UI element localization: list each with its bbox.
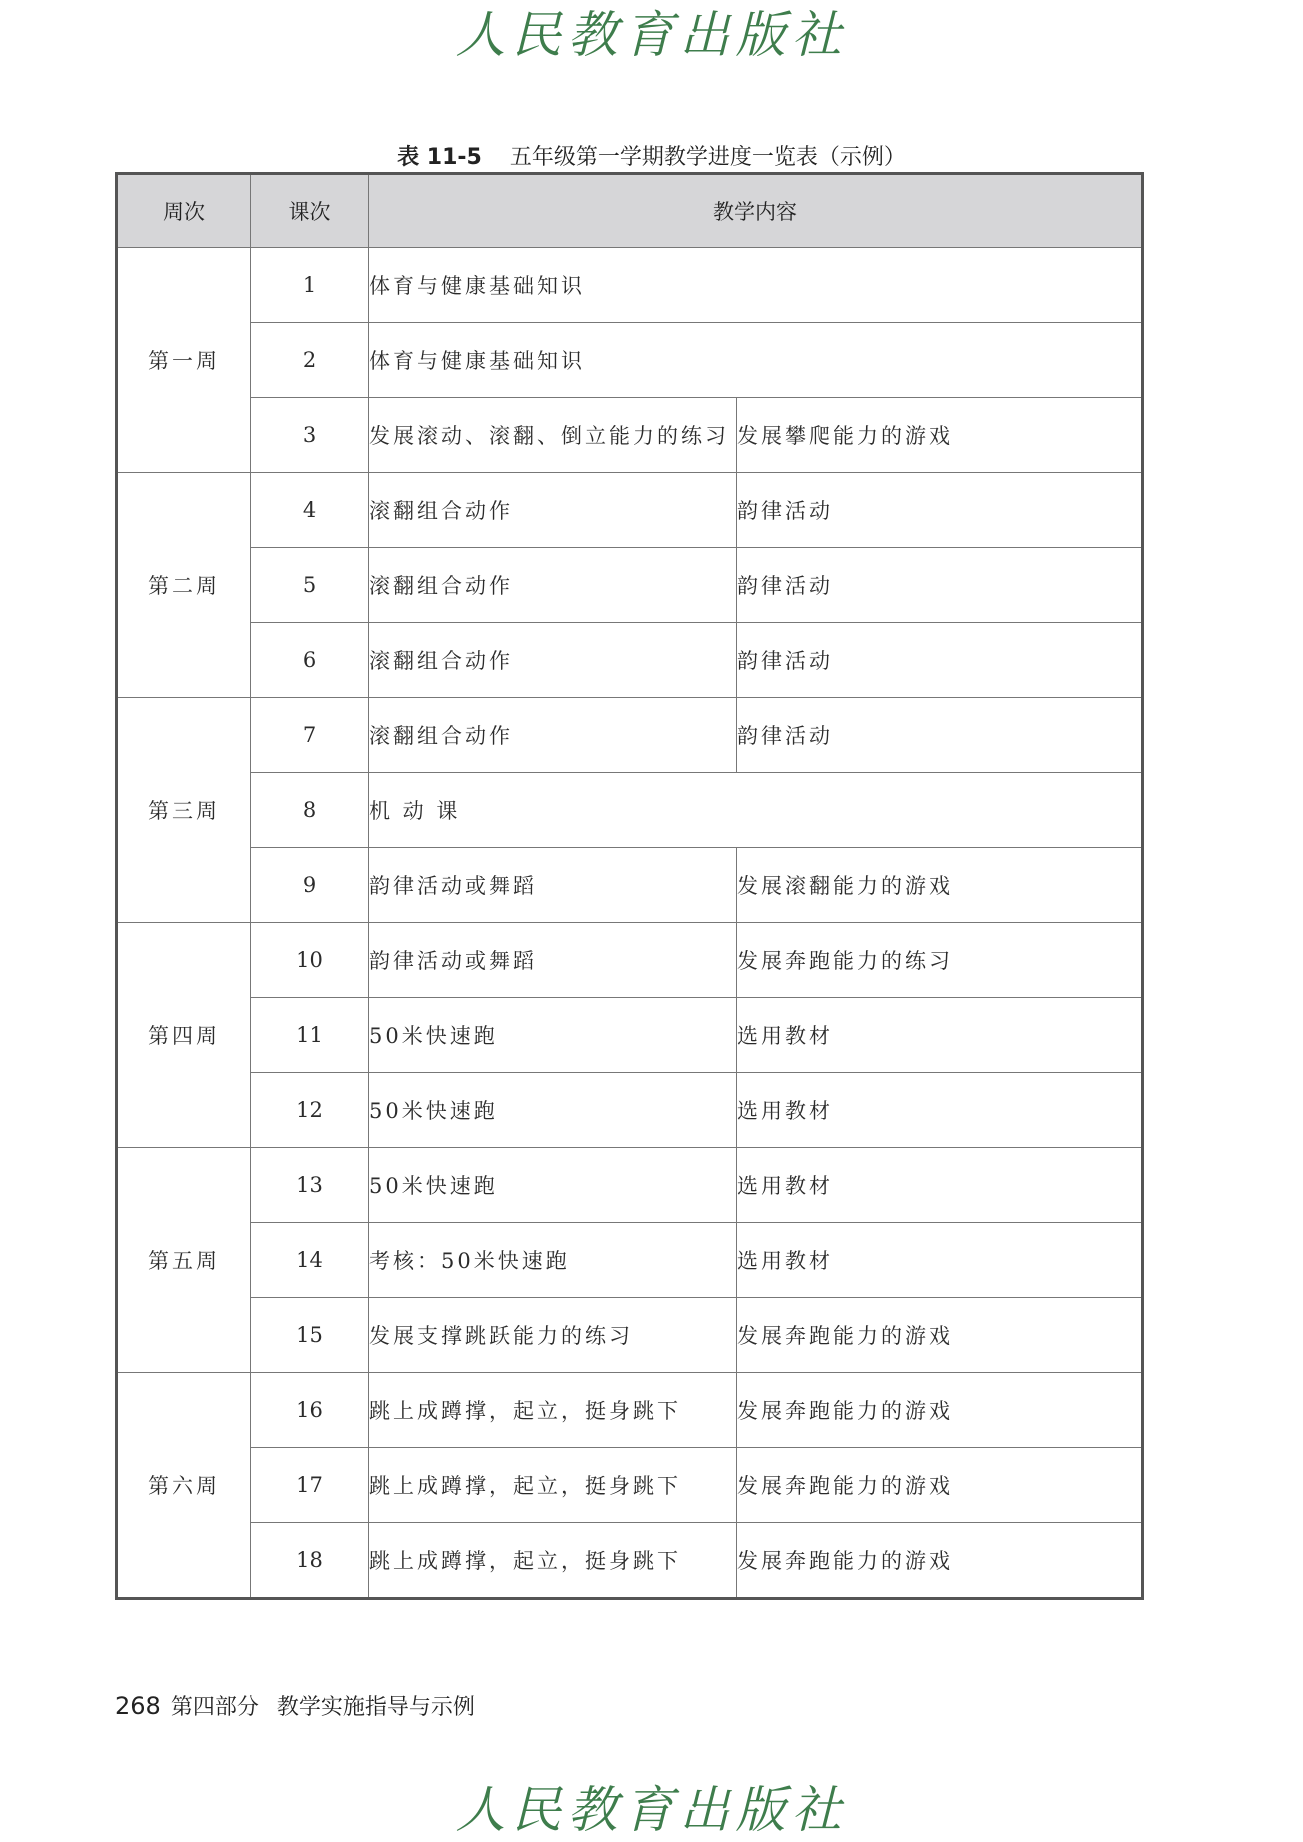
content-cell-primary: 韵律活动或舞蹈 [369, 923, 737, 998]
lesson-number-cell: 15 [251, 1298, 369, 1373]
table-header-row [117, 174, 1143, 248]
content-cell-primary: 考核：50米快速跑 [369, 1223, 737, 1298]
table-row [117, 473, 1143, 548]
content-cell-primary: 滚翻组合动作 [369, 698, 737, 773]
table-title: 五年级第一学期教学进度一览表（示例） [509, 145, 906, 170]
table-row [117, 323, 1143, 398]
content-cell-secondary: 韵律活动 [737, 623, 1143, 698]
lesson-number-cell: 18 [251, 1523, 369, 1599]
content-cell-primary: 滚翻组合动作 [369, 623, 737, 698]
content-cell-primary: 滚翻组合动作 [369, 473, 737, 548]
content-cell-primary: 体育与健康基础知识 [369, 323, 1143, 398]
lesson-number-cell: 2 [251, 323, 369, 398]
header-week: 周次 [117, 174, 251, 248]
lesson-number-cell: 14 [251, 1223, 369, 1298]
table-body [117, 248, 1143, 1599]
content-cell-primary: 50米快速跑 [369, 998, 737, 1073]
footer-chapter: 教学实施指导与示例 [276, 1695, 475, 1720]
week-cell: 第四周 [117, 923, 251, 1148]
content-cell-secondary: 发展奔跑能力的练习 [737, 923, 1143, 998]
lesson-number-cell: 8 [251, 773, 369, 848]
teaching-progress-table [115, 172, 1144, 1600]
content-cell-secondary: 发展攀爬能力的游戏 [737, 398, 1143, 473]
lesson-number-cell: 6 [251, 623, 369, 698]
content-cell-primary: 机 动 课 [369, 773, 1143, 848]
lesson-number-cell: 16 [251, 1373, 369, 1448]
lesson-number-cell: 7 [251, 698, 369, 773]
lesson-number-cell: 1 [251, 248, 369, 323]
content-cell-secondary: 韵律活动 [737, 548, 1143, 623]
content-cell-primary: 跳上成蹲撑，起立，挺身跳下 [369, 1373, 737, 1448]
content-cell-secondary: 韵律活动 [737, 473, 1143, 548]
lesson-number-cell: 12 [251, 1073, 369, 1148]
content-cell-primary: 发展滚动、滚翻、倒立能力的练习 [369, 398, 737, 473]
table-row [117, 848, 1143, 923]
content-cell-primary: 韵律活动或舞蹈 [369, 848, 737, 923]
content-cell-primary: 50米快速跑 [369, 1073, 737, 1148]
content-cell-secondary: 选用教材 [737, 1073, 1143, 1148]
content-cell-secondary: 选用教材 [737, 998, 1143, 1073]
table-row [117, 998, 1143, 1073]
table-row [117, 1523, 1143, 1599]
table-row [117, 1148, 1143, 1223]
table-row [117, 398, 1143, 473]
table-row [117, 1073, 1143, 1148]
footer-part: 第四部分 [170, 1695, 259, 1720]
content-cell-primary: 跳上成蹲撑，起立，挺身跳下 [369, 1448, 737, 1523]
lesson-number-cell: 5 [251, 548, 369, 623]
table-row [117, 1298, 1143, 1373]
table-row [117, 623, 1143, 698]
content-cell-secondary: 发展奔跑能力的游戏 [737, 1448, 1143, 1523]
week-cell: 第一周 [117, 248, 251, 473]
table-row [117, 1373, 1143, 1448]
content-cell-primary: 跳上成蹲撑，起立，挺身跳下 [369, 1523, 737, 1599]
lesson-number-cell: 10 [251, 923, 369, 998]
lesson-number-cell: 13 [251, 1148, 369, 1223]
publisher-watermark-bottom: 人民教育出版社 [455, 1781, 848, 1839]
table-row [117, 773, 1143, 848]
page-number: 268 [115, 1692, 161, 1720]
content-cell-primary: 体育与健康基础知识 [369, 248, 1143, 323]
table-number: 表 11-5 [397, 145, 482, 170]
header-content: 教学内容 [369, 174, 1143, 248]
content-cell-secondary: 发展滚翻能力的游戏 [737, 848, 1143, 923]
content-cell-secondary: 选用教材 [737, 1223, 1143, 1298]
content-cell-primary: 50米快速跑 [369, 1148, 737, 1223]
table-caption [0, 140, 1303, 171]
lesson-number-cell: 17 [251, 1448, 369, 1523]
table-row [117, 698, 1143, 773]
table-row [117, 1223, 1143, 1298]
lesson-number-cell: 3 [251, 398, 369, 473]
lesson-number-cell: 4 [251, 473, 369, 548]
week-cell: 第三周 [117, 698, 251, 923]
content-cell-secondary: 发展奔跑能力的游戏 [737, 1298, 1143, 1373]
content-cell-secondary: 发展奔跑能力的游戏 [737, 1523, 1143, 1599]
table-row [117, 923, 1143, 998]
week-cell: 第五周 [117, 1148, 251, 1373]
table-row [117, 248, 1143, 323]
content-cell-secondary: 选用教材 [737, 1148, 1143, 1223]
table-row [117, 548, 1143, 623]
publisher-watermark-top: 人民教育出版社 [455, 6, 848, 64]
lesson-number-cell: 11 [251, 998, 369, 1073]
header-lesson: 课次 [251, 174, 369, 248]
content-cell-secondary: 发展奔跑能力的游戏 [737, 1373, 1143, 1448]
week-cell: 第二周 [117, 473, 251, 698]
table-row [117, 1448, 1143, 1523]
week-cell: 第六周 [117, 1373, 251, 1599]
lesson-number-cell: 9 [251, 848, 369, 923]
content-cell-primary: 滚翻组合动作 [369, 548, 737, 623]
content-cell-secondary: 韵律活动 [737, 698, 1143, 773]
page-footer [115, 1690, 475, 1721]
content-cell-primary: 发展支撑跳跃能力的练习 [369, 1298, 737, 1373]
